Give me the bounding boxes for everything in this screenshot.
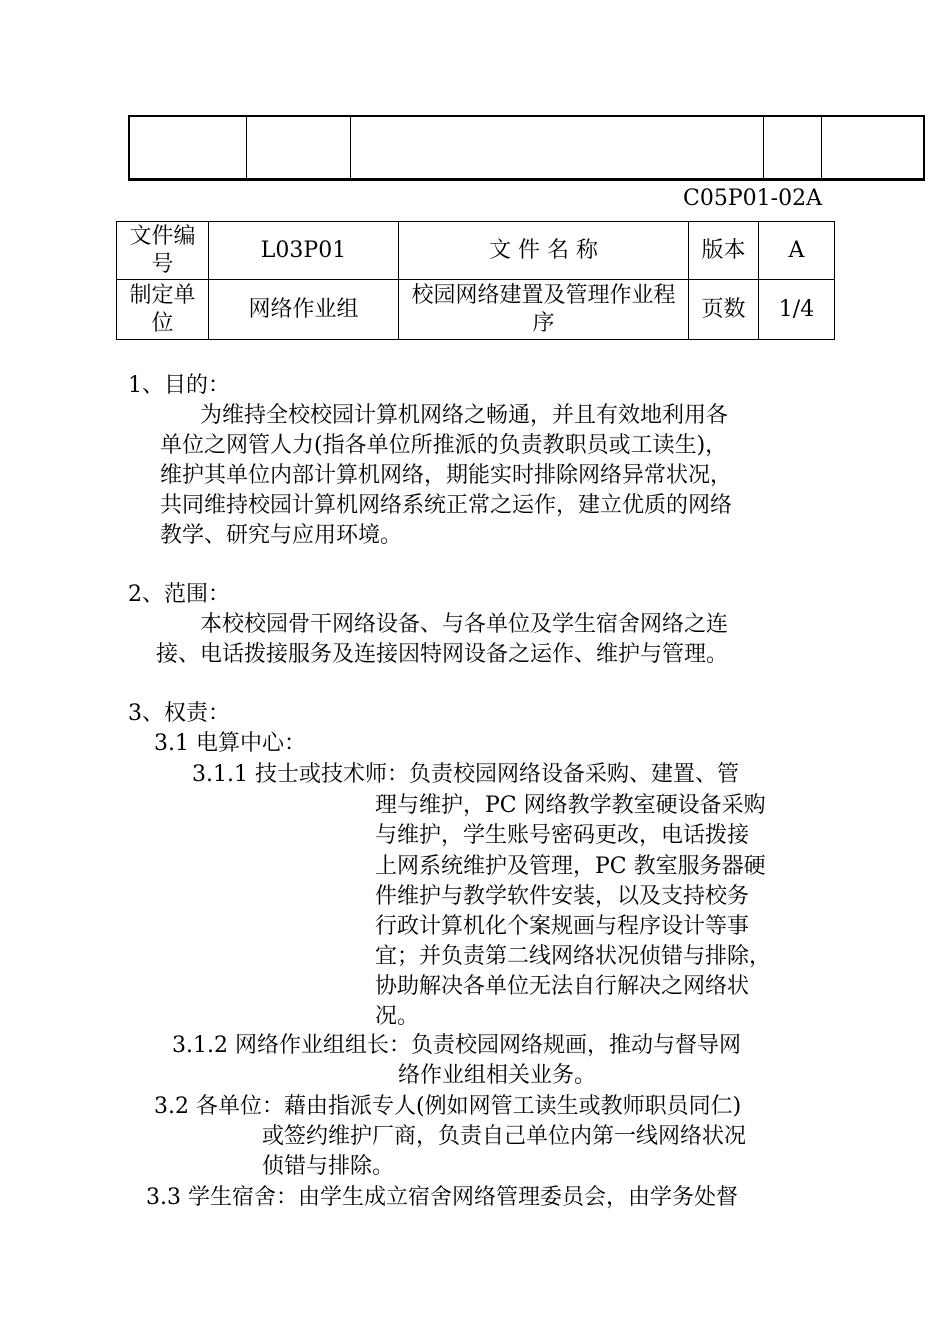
label-pages: 页数 xyxy=(689,280,759,340)
section-2-title: 2、范围： xyxy=(128,582,230,607)
label-file-number: 文件编号 xyxy=(117,222,209,280)
section-1-line: 单位之网管人力(指各单位所推派的负责教职员或工读生)， xyxy=(160,433,728,458)
header-cell xyxy=(129,116,247,180)
section-3-1-1-line: 协助解决各单位无法自行解决之网络状 xyxy=(375,974,750,999)
header-blank-table xyxy=(128,115,925,181)
label-file-name: 文 件 名 称 xyxy=(399,222,689,280)
header-cell xyxy=(351,116,764,180)
section-3-1-2-line: 络作业组相关业务。 xyxy=(398,1063,597,1088)
section-2-line: 接、电话拨接服务及连接因特网设备之运作、维护与管理。 xyxy=(156,642,729,667)
section-3-2-line: 或签约维护厂商，负责自己单位内第一线网络状况 xyxy=(262,1124,747,1149)
section-3-1-title: 3.1 电算中心： xyxy=(154,731,306,756)
section-1-line: 为维持全校校园计算机网络之畅通，并且有效地利用各 xyxy=(200,403,729,428)
section-3-1-1-line: 上网系统维护及管理，PC 教室服务器硬 xyxy=(375,854,766,879)
document-code: C05P01-02A xyxy=(683,186,822,211)
section-3-1-1-line: 行政计算机化个案规画与程序设计等事 xyxy=(375,914,750,939)
document-info-table xyxy=(116,221,835,340)
section-3-1-1-line: 理与维护，PC 网络教学教室硬设备采购 xyxy=(375,793,766,818)
header-cell xyxy=(247,116,351,180)
section-3-2-line: 3.2 各单位：藉由指派专人(例如网管工读生或教师职员同仁) xyxy=(154,1094,742,1119)
section-3-1-1-line: 与维护，学生账号密码更改，电话拨接 xyxy=(375,823,750,848)
unit: 网络作业组 xyxy=(209,280,399,340)
version: A xyxy=(759,222,835,280)
label-version: 版本 xyxy=(689,222,759,280)
section-3-1-1-line: 3.1.1 技士或技术师：负责校园网络设备采购、建置、管 xyxy=(192,762,739,787)
section-3-2-line: 侦错与排除。 xyxy=(262,1154,395,1179)
section-1-title: 1、目的： xyxy=(128,373,230,398)
label-unit: 制定单位 xyxy=(117,280,209,340)
section-3-1-1-line: 件维护与教学软件安装，以及支持校务 xyxy=(375,884,750,909)
section-3-1-2-line: 3.1.2 网络作业组组长：负责校园网络规画，推动与督导网 xyxy=(172,1033,741,1058)
section-3-3-line: 3.3 学生宿舍：由学生成立宿舍网络管理委员会，由学务处督 xyxy=(146,1185,738,1210)
section-1-line: 维护其单位内部计算机网络，期能实时排除网络异常状况， xyxy=(160,463,733,488)
section-3-title: 3、权责： xyxy=(128,701,230,726)
header-cell xyxy=(822,116,925,180)
header-cell xyxy=(764,116,822,180)
file-number: L03P01 xyxy=(209,222,399,280)
pages: 1/4 xyxy=(759,280,835,340)
section-3-1-1-line: 况。 xyxy=(375,1004,420,1029)
section-3-1-1-line: 宜；并负责第二线网络状况侦错与排除， xyxy=(375,944,772,969)
section-1-line: 教学、研究与应用环境。 xyxy=(160,523,403,548)
section-2-line: 本校校园骨干网络设备、与各单位及学生宿舍网络之连 xyxy=(200,612,729,637)
section-1-line: 共同维持校园计算机网络系统正常之运作，建立优质的网络 xyxy=(160,493,733,518)
file-name: 校园网络建置及管理作业程序 xyxy=(399,280,689,340)
